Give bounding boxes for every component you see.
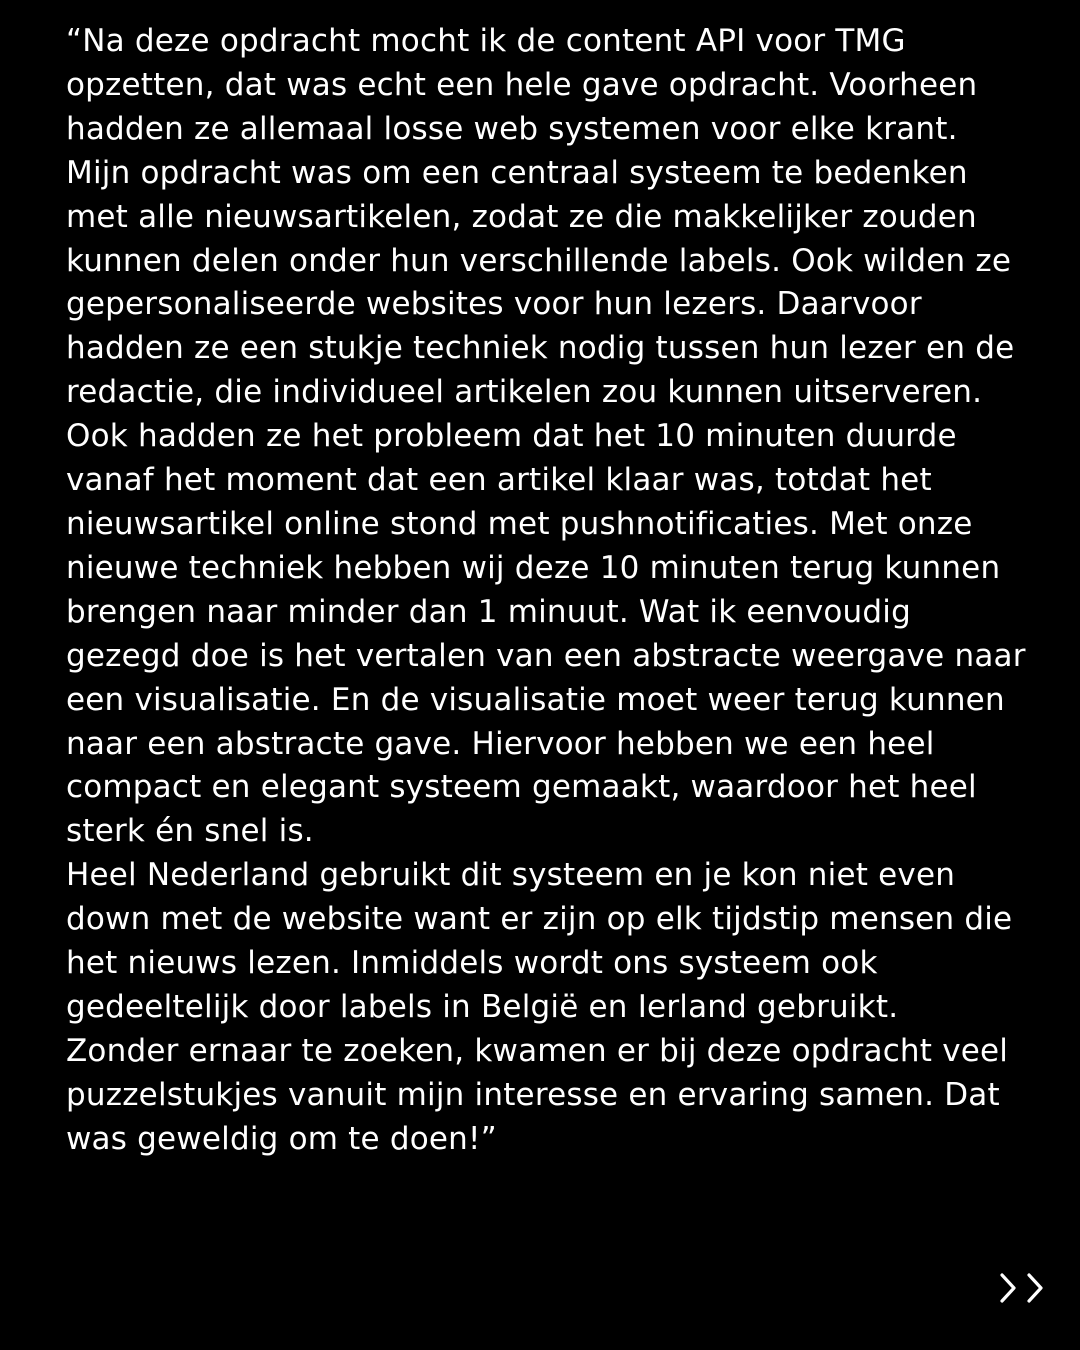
next-slide-button[interactable]	[996, 1266, 1056, 1310]
quote-paragraph-1: “Na deze opdracht mocht ik de content API voor TMG opzetten, dat was echt een hele gave opdracht. Voorheen hadden ze allemaal losse web systemen voor elke krant. Mijn opdracht was om een centraal systeem te bedenken met alle nieuwsartikelen, zodat ze die makkelijker zouden kunnen delen onder hun verschillende labels. Ook wilden ze gepersonaliseerde websites voor hun lezers. Daarvoor hadden ze een stukje techniek nodig tussen hun lezer en de redactie, die individueel artikelen zou kunnen uitserveren. Ook hadden ze het probleem dat het 10 minuten duurde vanaf het moment dat een artikel klaar was, totdat het nieuwsartikel online stond met pushnotificaties. Met onze nieuwe techniek hebben wij deze 10 minuten terug kunnen brengen naar minder dan 1 minuut. Wat ik eenvoudig gezegd doe is het vertalen van een abstracte weergave naar een visualisatie. En de visualisatie moet weer terug kunnen naar een abstracte gave. Hiervoor hebben we een heel compact en elegant systeem gemaakt, waardoor het heel sterk én snel is.	[66, 23, 1036, 850]
testimonial-quote	[66, 20, 1036, 1162]
double-chevron-right-icon	[996, 1266, 1056, 1310]
quote-paragraph-2: Heel Nederland gebruikt dit systeem en je kon niet even down met de website want er zijn op elk tijdstip mensen die het nieuws lezen. Inmiddels wordt ons systeem ook gedeeltelijk door labels in België en Ierland gebruikt.	[66, 857, 1023, 1025]
quote-paragraph-3: Zonder ernaar te zoeken, kwamen er bij deze opdracht veel puzzelstukjes vanuit mijn interesse en ervaring samen. Dat was geweldig om te doen!”	[66, 1032, 1019, 1157]
